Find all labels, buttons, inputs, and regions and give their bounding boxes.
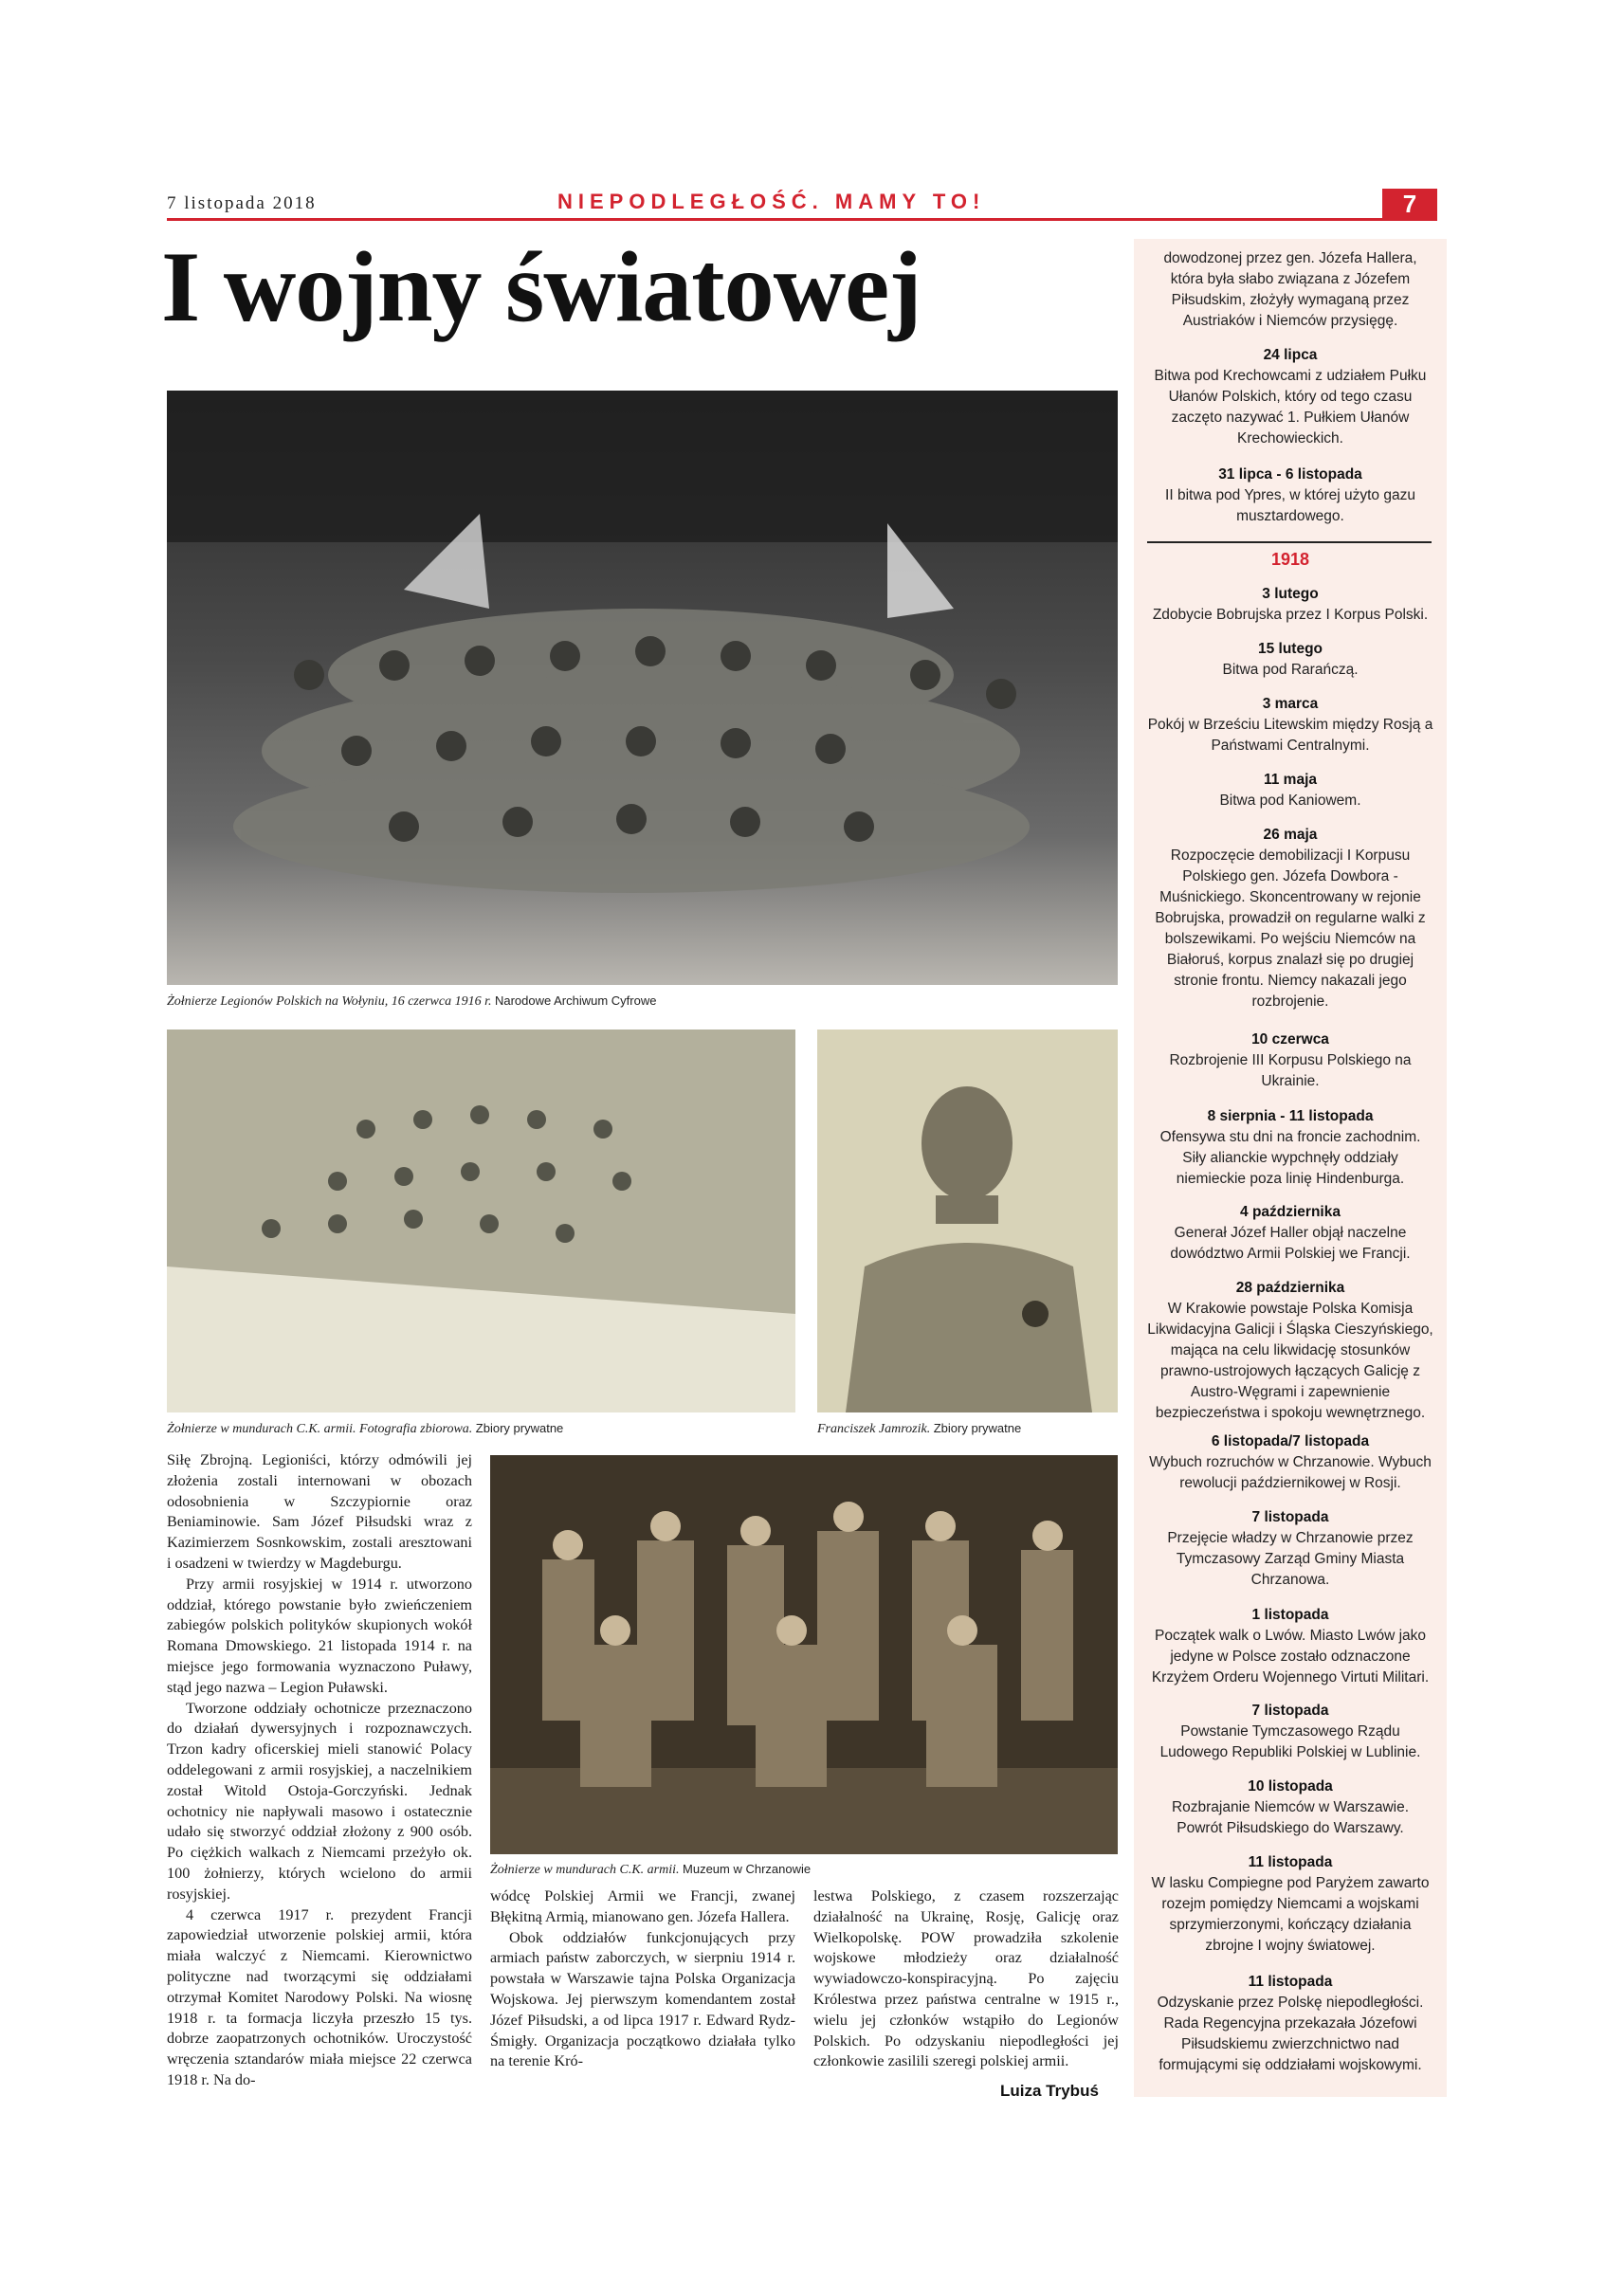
- event-date: 10 listopada: [1248, 1778, 1333, 1795]
- event-date: 11 listopada: [1248, 1854, 1333, 1870]
- event-date: 10 czerwca: [1251, 1031, 1329, 1048]
- event-text: Rozpoczęcie demobilizacji I Korpusu Polskiego gen. Józefa Dowbora -Muśnickiego. Skoncentrowany w rejonie Bobrujska, prowadził on regularne walki z bolszewikami. Po wejściu Niemców na Białoruś, korpus znalazł się po drugiej stronie frontu. Niemcy nakazali jego rozbrojenie.: [1155, 847, 1426, 1010]
- event-text: II bitwa pod Ypres, w której użyto gazu musztardowego.: [1165, 487, 1415, 524]
- article-column-3: [813, 1886, 1119, 2072]
- caption-source: Narodowe Archiwum Cyfrowe: [494, 993, 657, 1008]
- soldiers-group-caption: [167, 1421, 563, 1437]
- officers-caption: [490, 1862, 811, 1878]
- caption-text: Żołnierze w mundurach C.K. armii.: [490, 1863, 680, 1877]
- timeline-event: [1134, 1777, 1447, 1839]
- officers-image: [490, 1455, 1118, 1854]
- event-date: 24 lipca: [1263, 347, 1318, 363]
- timeline-event: [1134, 694, 1447, 756]
- timeline-event: [1134, 1605, 1447, 1688]
- event-date: 31 lipca - 6 listopada: [1218, 466, 1362, 483]
- event-text: Początek walk o Lwów. Miasto Lwów jako jedyne w Polsce zostało odznaczone Krzyżem Orderu Wojennego Virtuti Militari.: [1151, 1628, 1430, 1686]
- main-photo-caption: [167, 993, 656, 1010]
- event-text: W Krakowie powstaje Polska Komisja Likwidacyjna Galicji i Śląska Cieszyńskiego, mająca na celu likwidację stosunków prawno-ustrojowych łączących Galicję z Austro-Węgrami i zapewnienie bezpieczeństwa i spokoju wewnętrznego.: [1147, 1301, 1433, 1421]
- page-number: 7: [1382, 189, 1437, 219]
- paragraph: wódcę Polskiej Armii we Francji, zwanej Błękitną Armią, mianowano gen. Józefa Hallera.: [490, 1887, 795, 1925]
- timeline-event: [1134, 639, 1447, 681]
- main-photo-legionnaires: [167, 391, 1118, 985]
- event-text: Rozbrojenie III Korpusu Polskiego na Ukrainie.: [1169, 1052, 1412, 1089]
- timeline-divider: [1147, 541, 1432, 543]
- caption-text: Franciszek Jamrozik.: [817, 1422, 931, 1436]
- event-date: 3 marca: [1262, 696, 1319, 712]
- event-date: 11 listopada: [1248, 1974, 1333, 1990]
- event-text: W lasku Compiegne pod Paryżem zawarto rozejm pomiędzy Niemcami a wojskami sprzymierzonymi, kończący działania zbrojne I wojny światowej.: [1151, 1875, 1430, 1954]
- event-text: Wybuch rozruchów w Chrzanowie. Wybuch rewolucji październikowej w Rosji.: [1149, 1454, 1432, 1491]
- event-text: Zdobycie Bobrujska przez I Korpus Polski.: [1152, 607, 1429, 623]
- issue-date: 7 listopada 2018: [167, 193, 317, 213]
- event-text: Bitwa pod Rarańczą.: [1222, 662, 1359, 678]
- event-date: 1 listopada: [1251, 1607, 1329, 1623]
- event-date: 28 października: [1235, 1280, 1345, 1296]
- timeline-event: [1134, 1431, 1447, 1494]
- timeline-event: [1134, 825, 1447, 1012]
- paragraph: Siłę Zbrojną. Legioniści, którzy odmówili jej złożenia zostali internowani w obozach odosobnienia w Szczypiornie oraz Beniaminowie. Sam Józef Piłsudski wraz z Kazimierzem Sosnkowskim, zostali aresztowani i osadzeni w twierdzy w Magdeburgu.: [167, 1451, 472, 1572]
- timeline-event: [1134, 1507, 1447, 1591]
- paragraph: 4 czerwca 1917 r. prezydent Francji zapowiedział utworzenie polskiej armii, która miała walczyć z Niemcami. Kierownictwo polityczne nad tworzącymi się oddziałami otrzymał Komitet Narodowy Polski. Na wiosnę 1918 r. ta formacja liczyła przeszło 15 tys. dobrze zaopatrzonych ochotników. Uroczystość wręczenia sztandarów miała miejsce 22 czerwca 1918 r. Na do-: [167, 1905, 472, 2088]
- photo-officers: [490, 1455, 1118, 1854]
- photo-portrait: [817, 1030, 1118, 1412]
- paragraph: lestwa Polskiego, z czasem rozszerzając działalność na Ukrainę, Rosję, Galicję oraz Wielkopolskę. POW prowadziła szkolenie wojskowe młodzieży oraz działalność wywiadowczo-konspiracyjną. Po zajęciu Królestwa przez państwa centralne w 1915 r., wielu jej członków wstąpiło do Legionów Polskich. Po odzyskaniu niepodległości jej członkowie zasilili szeregi polskiej armii.: [813, 1887, 1119, 2070]
- timeline-event: [1134, 1030, 1447, 1092]
- event-date: 7 listopada: [1251, 1703, 1329, 1719]
- article-column-2: [490, 1886, 795, 2072]
- event-text: Bitwa pod Krechowcami z udziałem Pułku Ułanów Polskich, który od tego czasu zaczęto nazywać 1. Pułkiem Ułanów Krechowieckich.: [1154, 368, 1427, 446]
- event-text: Rozbrajanie Niemców w Warszawie. Powrót Piłsudskiego do Warszawy.: [1171, 1799, 1410, 1836]
- soldiers-group-image: [167, 1030, 795, 1412]
- event-date: 6 listopada/7 listopada: [1211, 1433, 1370, 1449]
- timeline-event: [1134, 1278, 1447, 1424]
- photo-soldiers-group: [167, 1030, 795, 1412]
- paragraph: Tworzone oddziały ochotnicze przeznaczono do działań dywersyjnych i rozpoznawczych. Trzon kadry oficerskiej mieli stanowić Polacy oddelegowani z armii rosyjskiej, a naczelnikiem został Witold Ostoja-Gorczyński. Jednak ochotnicy nie napływali masowo i ostatecznie udało się stworzyć oddział złożony z 900 osób. Po ciężkich walkach z Niemcami przeżyło ok. 100 żołnierzy, których wcielono do armii rosyjskiej.: [167, 1699, 472, 1903]
- event-date: 11 maja: [1263, 772, 1318, 788]
- timeline-event: [1134, 345, 1447, 449]
- caption-text: Żołnierze Legionów Polskich na Wołyniu, 16 czerwca 1916 r.: [167, 994, 492, 1009]
- main-photo-image: [167, 391, 1118, 985]
- event-text: Powstanie Tymczasowego Rządu Ludowego Republiki Polskiej w Lublinie.: [1159, 1723, 1421, 1760]
- paragraph: Obok oddziałów funkcjonujących przy armiach państw zaborczych, w sierpniu 1914 r. powstała w Warszawie tajna Polska Organizacja Wojskowa. Jej pierwszym komendantem został Józef Piłsudski, a od lipca 1917 r. Edward Rydz-Śmigły. Organizacja początkowo działała tylko na terenie Kró-: [490, 1928, 795, 2070]
- event-text: Ofensywa stu dni na froncie zachodnim. Siły alianckie wypchnęły oddziały niemieckie poza linię Hindenburga.: [1159, 1129, 1421, 1187]
- caption-text: Żołnierze w mundurach C.K. armii. Fotografia zbiorowa.: [167, 1422, 473, 1436]
- event-text: Bitwa pod Kaniowem.: [1219, 793, 1361, 809]
- caption-source: Zbiory prywatne: [933, 1421, 1022, 1435]
- event-text: Generał Józef Haller objął naczelne dowództwo Armii Polskiej we Francji.: [1170, 1225, 1411, 1262]
- event-date: 8 sierpnia - 11 listopada: [1207, 1108, 1374, 1124]
- article-author: Luiza Trybuś: [1000, 2082, 1099, 2100]
- timeline-event: [1134, 1202, 1447, 1265]
- timeline-year: 1918: [1270, 550, 1310, 569]
- timeline-event: [1134, 1852, 1447, 1957]
- article-column-1: [167, 1450, 472, 2091]
- event-text: Odzyskanie przez Polskę niepodległości. Rada Regencyjna przekazała Józefowi Piłsudskiemu zwierzchnictwo nad formującymi się oddziałami wojskowymi.: [1157, 1995, 1424, 2073]
- timeline-event: [1134, 584, 1447, 626]
- timeline-intro: [1134, 248, 1447, 332]
- event-text: Przejęcie władzy w Chrzanowie przez Tymczasowy Zarząd Gminy Miasta Chrzanowa.: [1167, 1530, 1414, 1588]
- caption-source: Zbiory prywatne: [475, 1421, 564, 1435]
- section-title: NIEPODLEGŁOŚĆ. MAMY TO!: [557, 190, 986, 213]
- event-text: Pokój w Brześciu Litewskim między Rosją a Państwami Centralnymi.: [1147, 717, 1433, 754]
- portrait-image: [817, 1030, 1118, 1412]
- paragraph: Przy armii rosyjskiej w 1914 r. utworzono oddział, którego powstanie było zwieńczeniem zabiegów polskich polityków skupionych wokół Romana Dmowskiego. 21 listopada 1914 r. na miejsce jego formowania wyznaczono Puławy, stąd jego nazwa – Legion Puławski.: [167, 1575, 472, 1696]
- portrait-caption: [817, 1421, 1021, 1437]
- event-date: 7 listopada: [1251, 1509, 1329, 1525]
- header-rule: [167, 218, 1437, 221]
- event-date: 4 października: [1240, 1204, 1341, 1220]
- timeline-event: [1134, 1701, 1447, 1763]
- event-date: 3 lutego: [1262, 586, 1319, 602]
- timeline-event: [1134, 770, 1447, 811]
- timeline-event: [1134, 1106, 1447, 1190]
- timeline-intro-text: dowodzonej przez gen. Józefa Hallera, która była słabo związana z Józefem Piłsudskim, złożyły wymaganą przez Austriaków i Niemców przysięgę.: [1163, 250, 1417, 329]
- caption-source: Muzeum w Chrzanowie: [683, 1862, 812, 1876]
- timeline-event: [1134, 465, 1447, 527]
- event-date: 15 lutego: [1257, 641, 1323, 657]
- timeline-event: [1134, 1972, 1447, 2076]
- headline: I wojny światowej: [161, 231, 921, 342]
- event-date: 26 maja: [1263, 827, 1318, 843]
